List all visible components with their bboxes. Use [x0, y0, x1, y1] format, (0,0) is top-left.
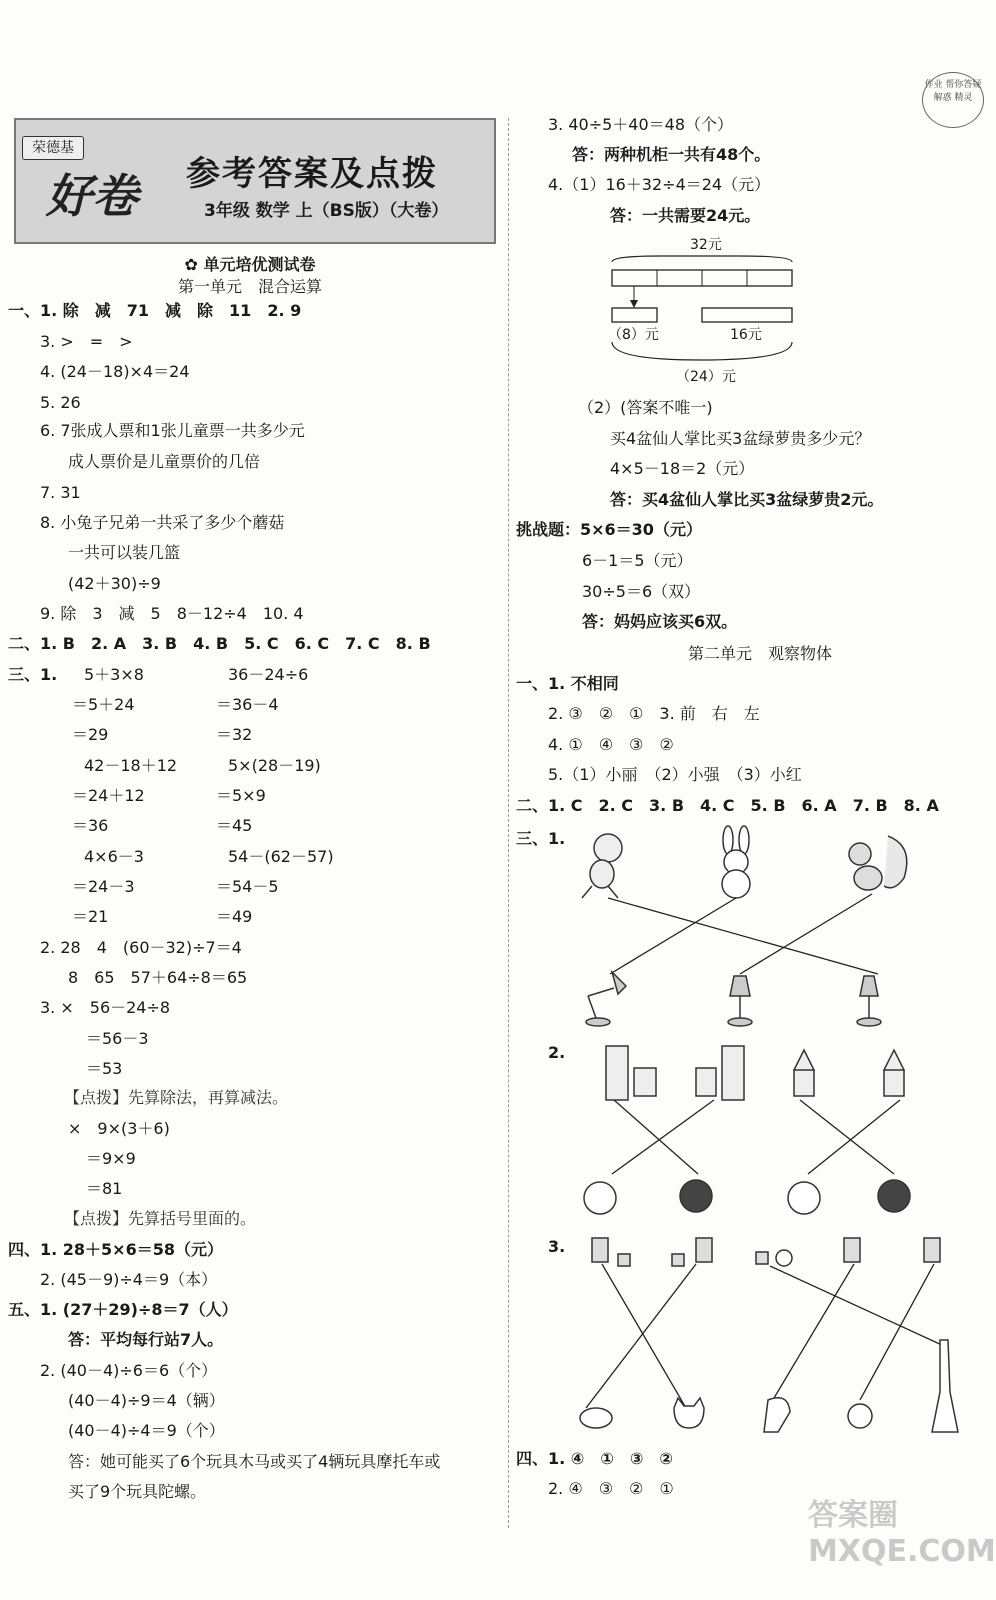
answer-line: 2. (40－4)÷6＝6（个） [40, 1361, 218, 1380]
kangaroo-icon [764, 1398, 790, 1432]
answer-line: 答：两种机柜一共有48个。 [572, 145, 771, 164]
diagram-label-top: 32元 [690, 237, 722, 253]
ball-icon [776, 1250, 792, 1266]
calc-step: ＝5＋24 [72, 695, 135, 714]
squirrel-icon [849, 836, 907, 890]
answer-line: 2. ④ ③ ② ① [548, 1479, 674, 1498]
answer-line: 8. 小兔子兄弟一共采了多少个蘑菇 [40, 513, 285, 532]
matching-figure-3 [578, 1232, 978, 1442]
logo: 好卷 [46, 169, 138, 223]
answer-line: 4. ① ④ ③ ② [548, 735, 674, 754]
calc-step: ＝56－3 [86, 1029, 149, 1048]
brand-badge: 荣德基 [22, 136, 84, 160]
answer-line: 3. [548, 1237, 566, 1256]
cat-icon [674, 1398, 704, 1428]
rabbit-icon [722, 826, 750, 898]
calc-step: 54－(62－57) [228, 847, 334, 866]
bottle-icon [794, 1050, 814, 1096]
cups-icon [634, 1068, 656, 1096]
calc-step: ＝45 [216, 816, 253, 835]
answer-line: 4. (24－18)×4＝24 [40, 362, 190, 381]
calc-step: ＝54－5 [216, 877, 279, 896]
calc-step: ＝9×9 [86, 1149, 136, 1168]
answer-line: 一共可以装几篮 [68, 543, 181, 562]
block-tall-icon [592, 1238, 608, 1262]
answer-line: 答：妈妈应该买6双。 [582, 612, 738, 631]
block-small-icon-3 [756, 1252, 768, 1264]
diagram-label-b: 16元 [730, 327, 762, 343]
answer-line: × 9×(3＋6) [68, 1119, 170, 1138]
diagram-label-bottom: （24）元 [676, 369, 736, 385]
answer-line: 四、1. 28＋5×6＝58（元） [8, 1240, 223, 1259]
answer-line: 3. 40÷5＋40＝48（个） [548, 115, 734, 134]
answer-line: (40－4)÷9＝4（辆） [68, 1391, 225, 1410]
answer-line: 3. × 56－24÷8 [40, 998, 171, 1017]
block-small-icon [618, 1254, 630, 1266]
answer-line: 成人票价是儿童票价的几倍 [68, 452, 261, 471]
answer-line: 30÷5＝6（双） [582, 582, 701, 601]
answer-line: 答：她可能买了6个玩具木马或买了4辆玩具摩托车或 [68, 1452, 441, 1471]
corner-stamp: 作业 帮你答疑解惑 精灵 [922, 72, 984, 128]
girl-head-icon [584, 1182, 616, 1214]
answer-line: 四、1. ④ ① ③ ② [516, 1449, 673, 1468]
calc-step: 5＋3×8 [84, 665, 144, 684]
calc-step: ＝29 [72, 725, 109, 744]
watermark: 答案圈 MXQE.COM [808, 1498, 996, 1569]
column-divider [508, 118, 509, 1528]
answer-line: 2. 28 4 (60－32)÷7＝4 [40, 938, 242, 957]
calc-step: ＝49 [216, 907, 253, 926]
answer-line: 五、1. (27＋29)÷8＝7（人） [8, 1300, 238, 1319]
girl-back-icon [680, 1180, 712, 1212]
answer-line: 答：买4盆仙人掌比买3盆绿萝贵2元。 [610, 490, 884, 509]
page-title: 参考答案及点拨 [186, 154, 438, 194]
answer-line: 3. > = > [40, 332, 133, 351]
calc-step: 4×6－3 [84, 847, 144, 866]
cabinet-icon [606, 1046, 628, 1100]
unit-two-title: 第二单元 观察物体 [687, 644, 832, 663]
koala-icon [848, 1404, 872, 1428]
dog-icon [580, 1408, 612, 1428]
giraffe-icon [932, 1340, 958, 1432]
answer-line: 买了9个玩具陀螺。 [68, 1482, 207, 1501]
page-subtitle: 3年级 数学 上（BS版）（大卷） [204, 201, 449, 221]
block-tall-icon-4 [924, 1238, 940, 1262]
calc-step: ＝24－3 [72, 877, 135, 896]
answer-line: 4×5－18＝2（元） [610, 459, 755, 478]
answer-line: 5. 26 [40, 393, 81, 412]
answer-line: 8 65 57＋64÷8＝65 [68, 968, 248, 987]
answer-line: 三、1. [516, 829, 566, 848]
answer-line: 2. ③ ② ① 3. 前 右 左 [548, 704, 760, 723]
answer-line: 二、1. B 2. A 3. B 4. B 5. C 6. C 7. C 8. B [8, 634, 431, 653]
answer-line: 9. 除 3 减 5 8－12÷4 10. 4 [40, 604, 304, 623]
calc-step: ＝5×9 [216, 786, 266, 805]
calc-step: 36－24÷6 [228, 665, 309, 684]
section-title: ✿ 单元培优测试卷 [184, 255, 316, 274]
lamp-icon [586, 972, 626, 1026]
answer-line: 4.（1）16＋32÷4＝24（元） [548, 175, 771, 194]
answer-line: 三、1. [8, 665, 58, 684]
calc-step: ＝32 [216, 725, 253, 744]
answer-line: （2）(答案不唯一) [578, 398, 713, 417]
calc-step: 42－18＋12 [84, 756, 178, 775]
answer-line: (40－4)÷4＝9（个） [68, 1421, 225, 1440]
answer-line: 2. (45－9)÷4＝9（本） [40, 1270, 218, 1289]
calc-step: ＝36－4 [216, 695, 279, 714]
block-tall-icon-3 [844, 1238, 860, 1262]
matching-figure-1 [568, 826, 918, 1036]
bar-diagram [600, 252, 800, 382]
answer-line: 答：平均每行站7人。 [68, 1330, 224, 1349]
calc-step: ＝53 [86, 1059, 123, 1078]
answer-line: 挑战题：5×6＝30（元） [516, 520, 702, 539]
calc-step: ＝36 [72, 816, 109, 835]
monkey-icon [582, 834, 622, 898]
answer-line: 一、1. 除 减 71 减 除 11 2. 9 [8, 301, 302, 320]
boy-head-icon [788, 1182, 820, 1214]
paw-icon: ✿ [184, 255, 204, 274]
answer-line: (42＋30)÷9 [68, 574, 161, 593]
calc-step: ＝81 [86, 1179, 123, 1198]
lamp-side-icon [857, 976, 881, 1026]
answer-line: 5.（1）小丽 （2）小强 （3）小红 [548, 765, 802, 784]
hint-line: 【点拨】先算除法，再算减法。 [64, 1088, 289, 1107]
unit-one-title: 第一单元 混合运算 [177, 277, 322, 296]
boy-back-icon [878, 1180, 910, 1212]
cups-icon-2 [696, 1068, 716, 1096]
block-small-icon-2 [672, 1254, 684, 1266]
answer-line: 买4盆仙人掌比买3盆绿萝贵多少元？ [610, 429, 871, 448]
bottle-icon-2 [884, 1050, 904, 1096]
block-tall-icon-2 [696, 1238, 712, 1262]
hint-line: 【点拨】先算括号里面的。 [64, 1209, 257, 1228]
answer-line: 一、1. 不相同 [516, 674, 619, 693]
matching-figure-2 [572, 1040, 922, 1226]
answer-line: 7. 31 [40, 483, 81, 502]
diagram-label-a: （8）元 [608, 327, 659, 343]
lamp-front-icon [728, 976, 752, 1026]
answer-line: 2. [548, 1043, 566, 1062]
answer-line: 答：一共需要24元。 [610, 206, 761, 225]
calc-step: 5×(28－19) [228, 756, 321, 775]
answer-line: 6. 7张成人票和1张儿童票一共多少元 [40, 421, 305, 440]
answer-line: 6－1＝5（元） [582, 551, 693, 570]
calc-step: ＝21 [72, 907, 109, 926]
cabinet-icon-2 [722, 1046, 744, 1100]
calc-step: ＝24＋12 [72, 786, 145, 805]
answer-line: 二、1. C 2. C 3. B 4. C 5. B 6. A 7. B 8. A [516, 796, 939, 815]
